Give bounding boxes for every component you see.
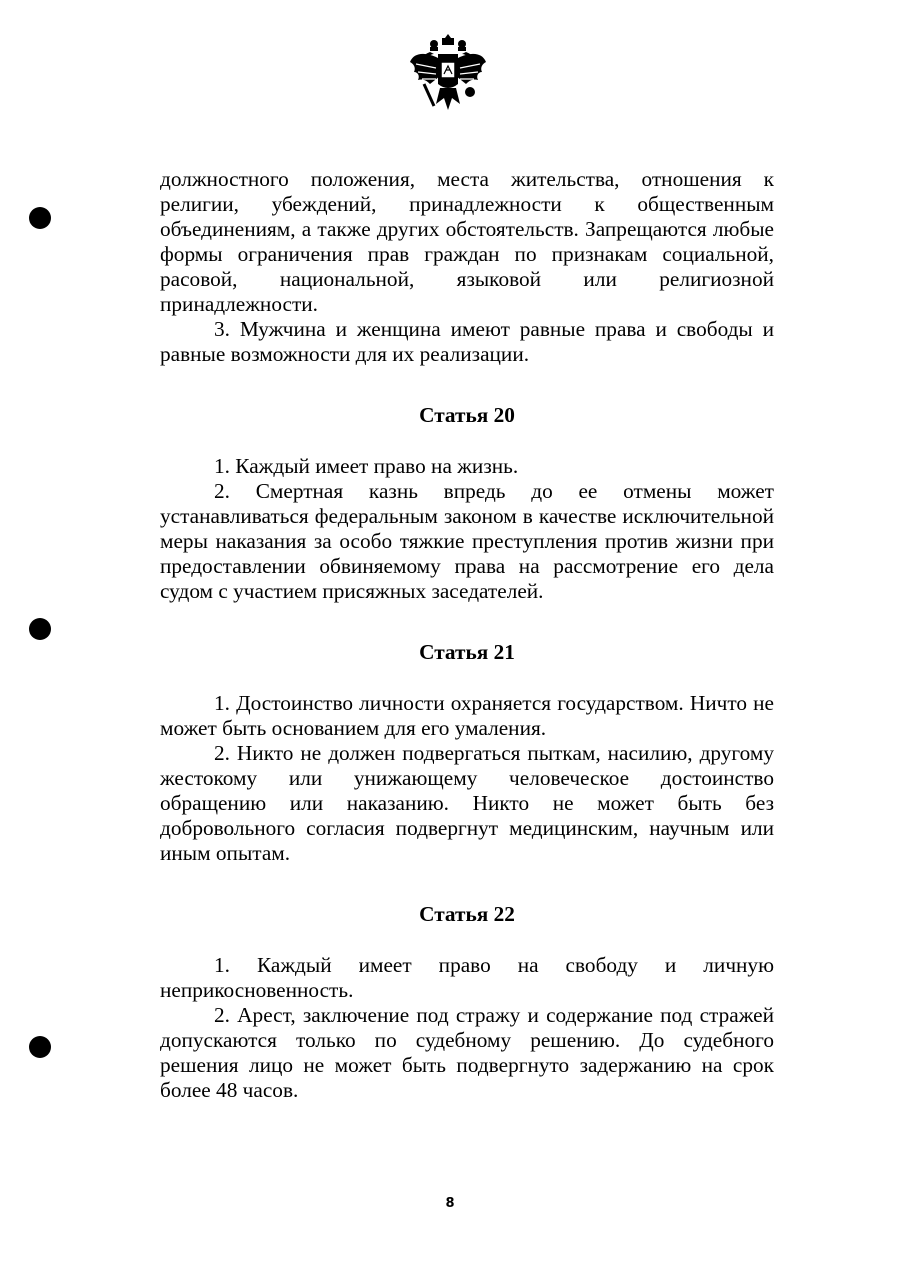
paragraph: 1. Каждый имеет право на жизнь. — [214, 454, 519, 478]
paragraph: 2. Арест, заключение под стражу и содержание под стражей допускаются только по судебному решению. До судебного решения лицо не может быть подвергнуто задержанию на срок более 48 часов. — [160, 1003, 774, 1102]
double-headed-eagle-icon — [408, 32, 488, 114]
paragraph: 1. Каждый имеет право на свободу и личную неприкосновенность. — [160, 953, 774, 1002]
punch-hole-mark — [29, 1036, 51, 1058]
paragraph: 1. Достоинство личности охраняется государством. Ничто не может быть основанием для его умаления. — [160, 691, 774, 740]
article-heading: Статья 21 — [419, 640, 515, 664]
punch-hole-mark — [29, 207, 51, 229]
paragraph: 2. Смертная казнь впредь до ее отмены может устанавливаться федеральным законом в качестве исключительной меры наказания за особо тяжкие преступления против жизни при предоставлении обвиняемому права на рассмотрение его дела судом с участием присяжных заседателей. — [160, 479, 774, 603]
paragraph-continuation: должностного положения, места жительства, отношения к религии, убеждений, принадлежности к общественным объединениям, а также других обстоятельств. Запрещаются любые формы ограничения прав граждан по признакам социальной, расовой, национальной, языковой или религиозной принадлежности. — [160, 167, 774, 316]
punch-hole-mark — [29, 618, 51, 640]
page-number: 8 — [445, 1196, 455, 1211]
paragraph: 2. Никто не должен подвергаться пыткам, насилию, другому жестокому или унижающему человеческое достоинство обращению или наказанию. Никто не может быть без добровольного согласия подвергнут медицинским, научным или иным опытам. — [160, 741, 774, 865]
article-heading: Статья 22 — [419, 902, 515, 926]
coat-of-arms-emblem — [408, 32, 488, 114]
article-heading: Статья 20 — [419, 403, 515, 427]
document-body — [160, 167, 774, 1103]
paragraph: 3. Мужчина и женщина имеют равные права и свободы и равные возможности для их реализации. — [160, 317, 774, 366]
